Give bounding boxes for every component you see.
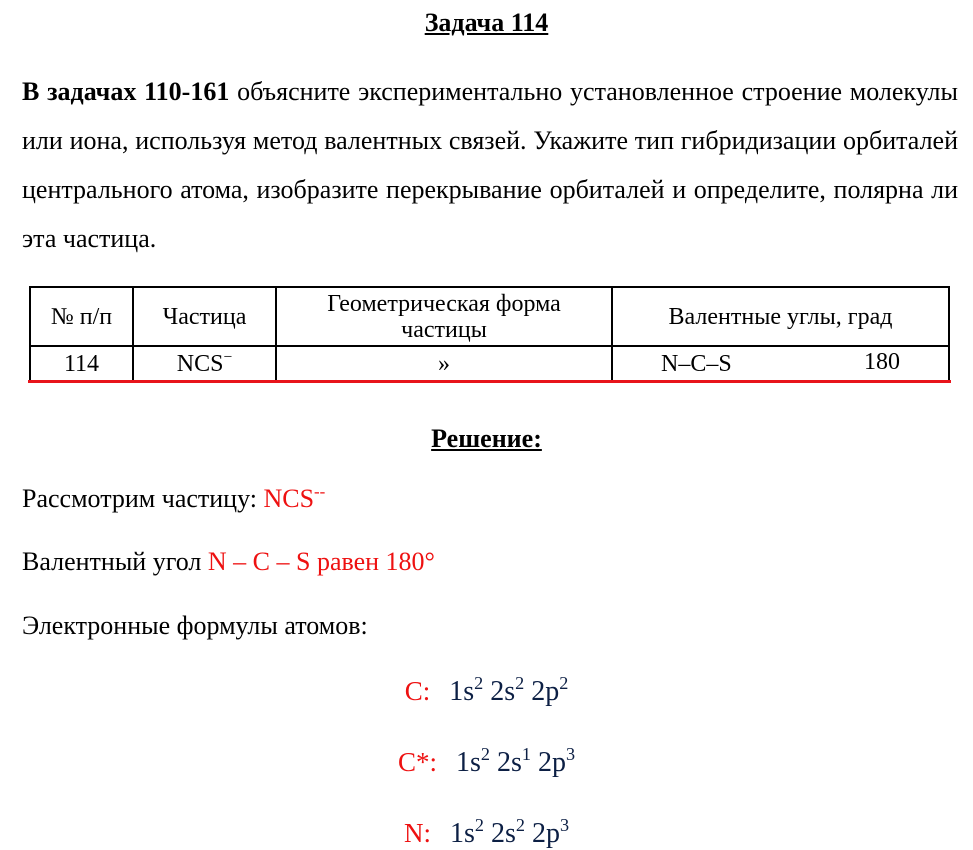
term-base: 2p bbox=[537, 747, 566, 778]
formula-label: C*: bbox=[397, 747, 437, 777]
angle-value: 180 bbox=[864, 349, 900, 375]
configuration bbox=[449, 673, 569, 707]
term-base: 2s bbox=[490, 676, 516, 707]
electron-formulas-title: Электронные формулы атомов: bbox=[22, 611, 368, 640]
header-angles: Валентные углы, град bbox=[612, 287, 949, 346]
statement-text: объясните экспериментально установленное строение молекулы или иона, используя метод валентных связей. Укажите тип гибридизации орбиталей центрального атома, изобразите перекрывание орбиталей и определите, полярна ли эта частица. bbox=[22, 77, 958, 253]
configuration bbox=[449, 815, 570, 849]
term-exp: 3 bbox=[559, 815, 570, 836]
formula-carbon bbox=[0, 673, 973, 708]
consider-line bbox=[22, 481, 326, 514]
term-base: 1s bbox=[449, 676, 475, 707]
term-exp: 2 bbox=[480, 744, 490, 765]
term-exp: 2 bbox=[474, 673, 484, 694]
consider-charge: -- bbox=[314, 481, 326, 501]
formula-nitrogen bbox=[0, 815, 973, 850]
consider-label: Рассмотрим частицу: bbox=[22, 484, 264, 513]
red-underline bbox=[28, 380, 951, 383]
particle-charge: − bbox=[223, 348, 233, 366]
term-exp: 2 bbox=[515, 815, 525, 836]
term-base: 1s bbox=[455, 747, 481, 778]
header-particle: Частица bbox=[133, 287, 276, 346]
cell-particle bbox=[133, 346, 276, 381]
table-header-row bbox=[30, 287, 949, 346]
task-statement bbox=[22, 67, 958, 263]
statement-bold: В задачах 110-161 bbox=[22, 77, 230, 106]
task-title: Задача 114 bbox=[424, 8, 549, 37]
valence-angle-line bbox=[22, 547, 435, 577]
particle-formula: NCS bbox=[176, 350, 224, 377]
formula-label: C: bbox=[404, 676, 431, 706]
term-exp: 2 bbox=[515, 673, 525, 694]
solution-title: Решение: bbox=[431, 424, 542, 453]
term-exp: 2 bbox=[474, 815, 484, 836]
term-exp: 1 bbox=[521, 744, 531, 765]
formula-label: N: bbox=[403, 818, 431, 848]
valence-angle-label: Валентный угол bbox=[22, 547, 208, 576]
formula-carbon-excited bbox=[0, 744, 973, 779]
configuration bbox=[455, 744, 576, 778]
term-exp: 2 bbox=[559, 673, 569, 694]
term-base: 2s bbox=[490, 818, 516, 849]
header-shape: Геометрическая форма частицы bbox=[276, 287, 612, 346]
term-base: 2p bbox=[531, 676, 560, 707]
cell-number: 114 bbox=[30, 346, 133, 381]
valence-angle-value: N – C – S равен 180° bbox=[207, 547, 435, 576]
table-row bbox=[30, 346, 949, 381]
cell-shape: » bbox=[276, 346, 612, 381]
term-base: 2p bbox=[531, 818, 560, 849]
cell-angle bbox=[612, 346, 949, 381]
term-base: 1s bbox=[449, 818, 475, 849]
header-number: № п/п bbox=[30, 287, 133, 346]
angle-label: N–C–S bbox=[661, 350, 732, 377]
consider-particle: NCS bbox=[263, 484, 315, 513]
term-exp: 3 bbox=[565, 744, 576, 765]
task-table bbox=[29, 286, 950, 382]
term-base: 2s bbox=[496, 747, 522, 778]
